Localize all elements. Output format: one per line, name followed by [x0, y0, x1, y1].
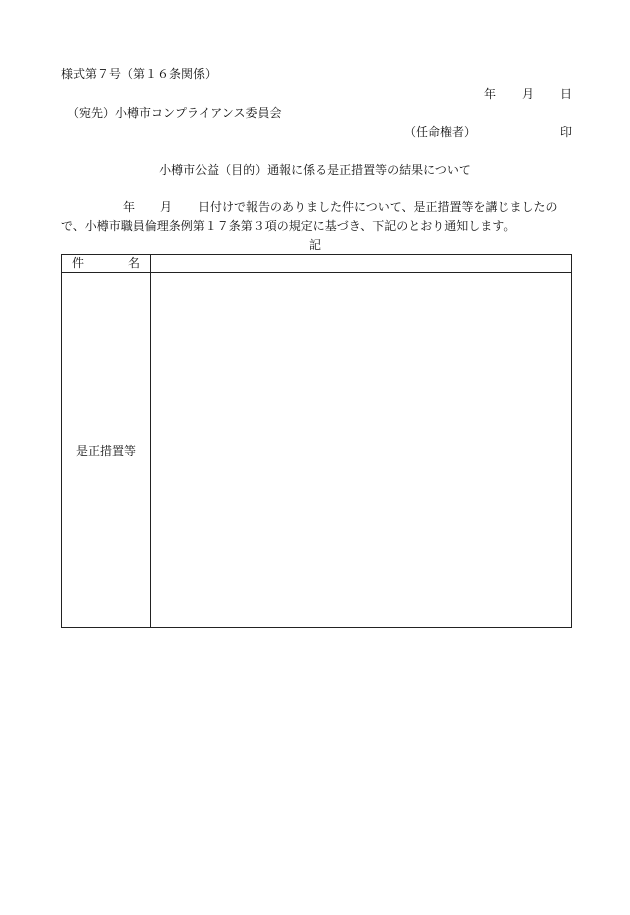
- addressee: （宛先）小樽市コンプライアンス委員会: [67, 106, 282, 120]
- appointing-authority: （任命権者）: [404, 125, 477, 139]
- date-month-label: 月: [522, 87, 535, 101]
- subject-value-cell[interactable]: [151, 255, 572, 273]
- date-day-label: 日: [560, 87, 573, 101]
- seal-mark: 印: [560, 125, 573, 139]
- measures-label: 是正措置等: [75, 443, 136, 458]
- body-text-line-2: で、小樽市職員倫理条例第１７条第３項の規定に基づき、下記のとおり通知します。: [61, 219, 516, 233]
- ki-heading: 記: [308, 238, 321, 252]
- subject-row: [62, 255, 572, 273]
- date-year-label: 年: [484, 87, 497, 101]
- form-number: 様式第７号（第１６条関係）: [61, 67, 218, 81]
- body-month-label: 月: [160, 200, 173, 214]
- subject-label-char-2: 名: [127, 256, 140, 270]
- subject-label-cell: [62, 255, 151, 273]
- subject-label-char-1: 件: [72, 256, 85, 270]
- document-title: 小樽市公益（目的）通報に係る是正措置等の結果について: [159, 163, 471, 177]
- body-year-label: 年: [123, 200, 136, 214]
- body-text-line-1: 日付けで報告のありました件について、是正措置等を講じましたの: [198, 200, 558, 214]
- measures-row: [62, 273, 572, 628]
- record-table: [61, 254, 572, 628]
- measures-label-cell: [62, 273, 151, 628]
- measures-value-cell[interactable]: [151, 273, 572, 628]
